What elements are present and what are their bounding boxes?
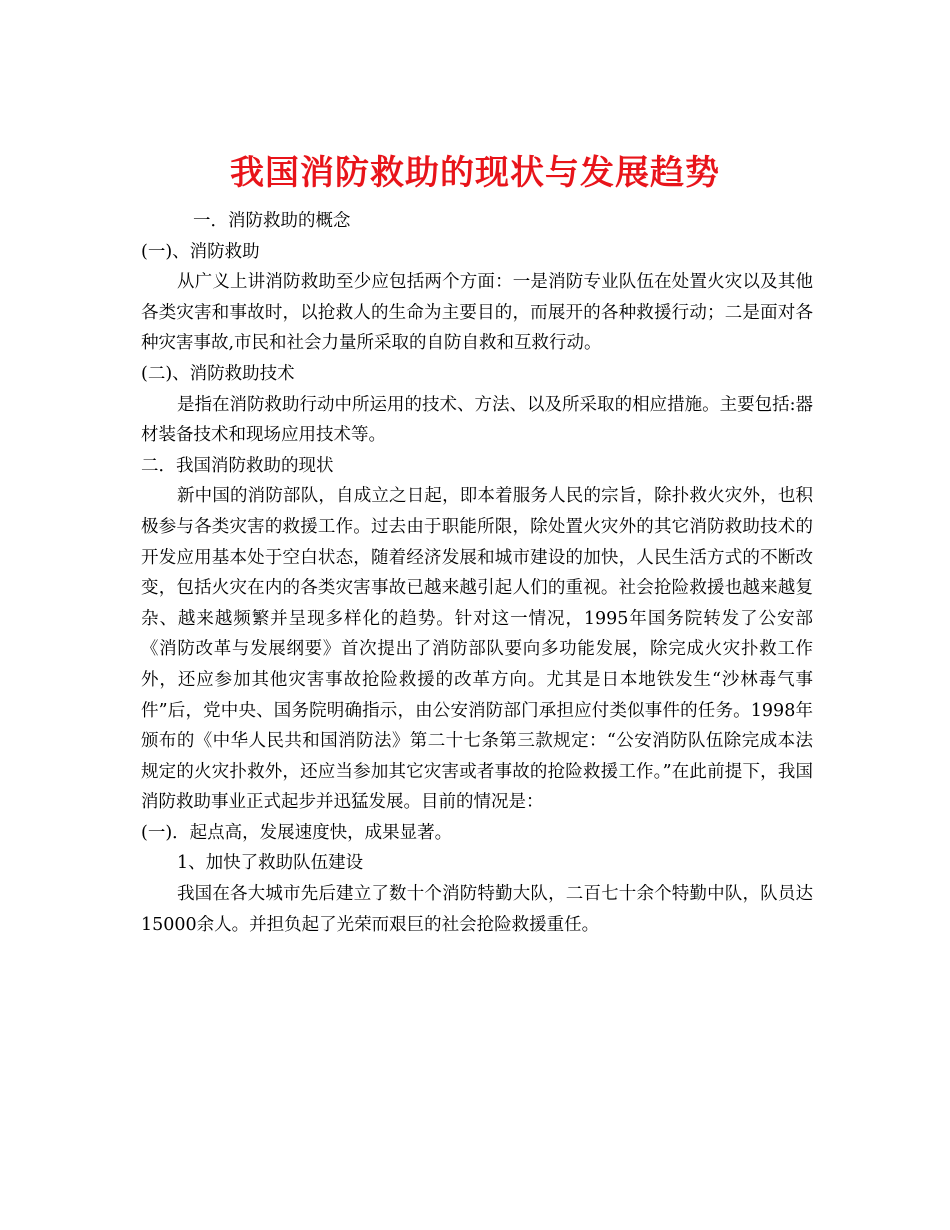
section-heading: 一．消防救助的概念 <box>193 211 351 231</box>
subsection-heading: (一)、消防救助 <box>141 241 260 262</box>
paragraph: 是指在消防救助行动中所运用的技术、方法、以及所采取的相应措施。主要包括:器材装备技术和现场应用技术等。 <box>141 394 813 446</box>
document-body <box>141 206 813 940</box>
document-title: 我国消防救助的现状与发展趋势 <box>230 152 720 193</box>
item-heading: 1、加快了救助队伍建设 <box>177 853 364 874</box>
subsection-heading: (二)、消防救助技术 <box>141 363 295 384</box>
paragraph: 我国在各大城市先后建立了数十个消防特勤大队，二百七十余个特勤中队，队员达15000余人。并担负起了光荣而艰巨的社会抢险救援重任。 <box>141 884 813 935</box>
subsection-heading: (一)．起点高，发展速度快，成果显著。 <box>141 822 453 843</box>
section-heading: 二．我国消防救助的现状 <box>141 455 334 476</box>
paragraph: 新中国的消防部队，自成立之日起，即本着服务人民的宗旨，除扑救火灾外，也积极参与各类灾害的救援工作。过去由于职能所限，除处置火灾外的其它消防救助技术的开发应用基本处于空白状态，随着经济发展和城市建设的加快，人民生活方式的不断改变，包括火灾在内的各类灾害事故已越来越引起人们的重视。社会抢险救援也越来越复杂、越来越频繁并呈现多样化的趋势。针对这一情况，1995年国务院转发了公安部《消防改革与发展纲要》首次提出了消防部队要向多功能发展，除完成火灾扑救工作外，还应参加其他灾害事故抢险救援的改革方向。尤其是日本地铁发生“沙林毒气事件”后，党中央、国务院明确指示，由公安消防部门承担应付类似事件的任务。1998年颁布的《中华人民共和国消防法》第二十七条第三款规定：“公安消防队伍除完成本法规定的火灾扑救外，还应当参加其它灾害或者事故的抢险救援工作。”在此前提下，我国消防救助事业正式起步并迅猛发展。目前的情况是： <box>141 486 813 813</box>
paragraph: 从广义上讲消防救助至少应包括两个方面：一是消防专业队伍在处置火灾以及其他各类灾害和事故时，以抢救人的生命为主要目的，而展开的各种救援行动；二是面对各种灾害事故,市民和社会力量所采取的自防自救和互救行动。 <box>141 272 813 354</box>
